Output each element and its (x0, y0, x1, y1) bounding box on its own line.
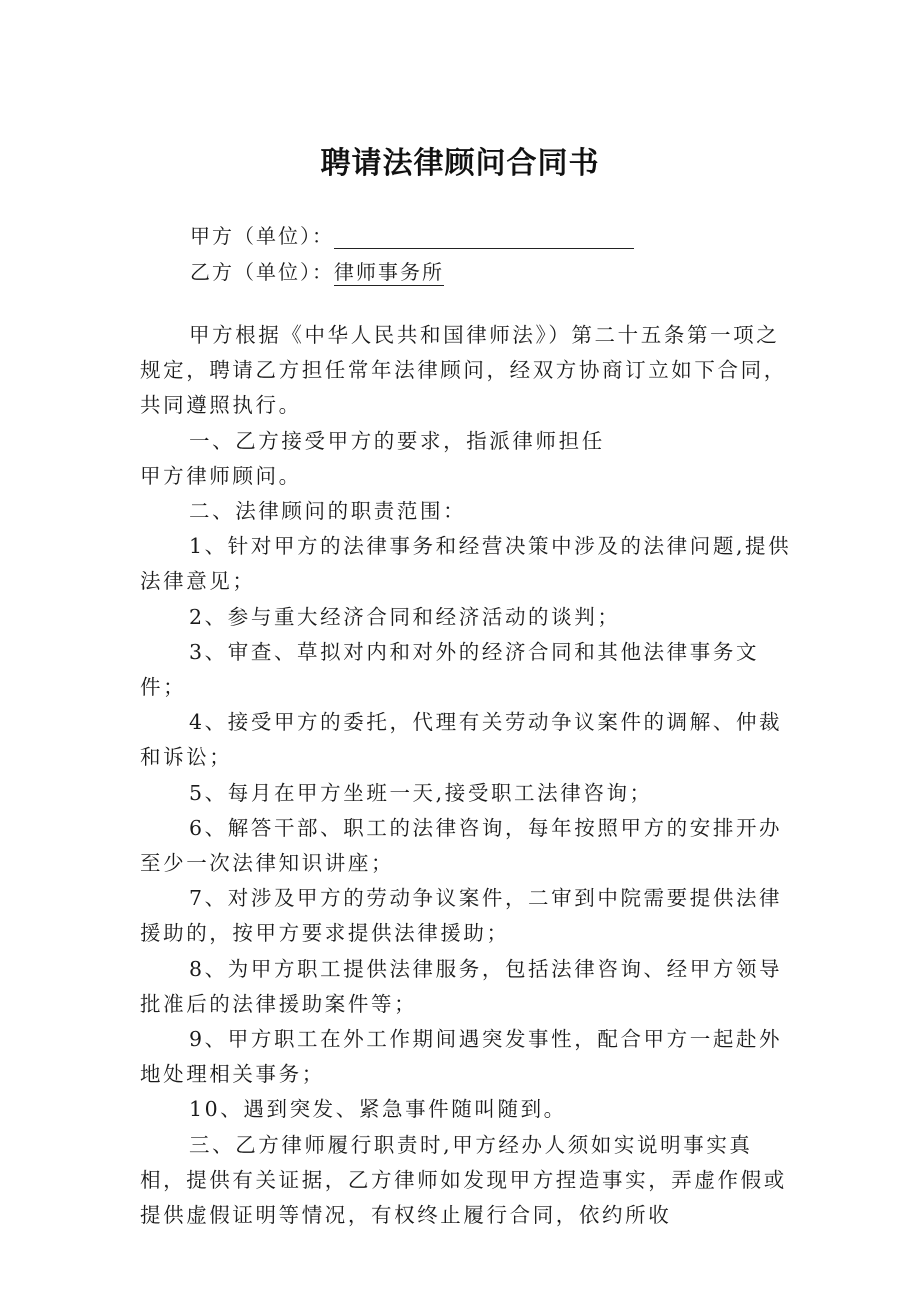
list-item: 7、对涉及甲方的劳动争议案件，二审到中院需要提供法律援助的，按甲方要求提供法律援助； (140, 886, 783, 946)
party-b-firm: 律师事务所 (334, 260, 444, 284)
list-item: 8、为甲方职工提供法律服务，包括法律咨询、经甲方领导批准后的法律援助案件等； (140, 956, 783, 1016)
document-title: 聘请法律顾问合同书 (320, 146, 600, 181)
party-a-label: 甲方（单位）： (190, 224, 334, 248)
party-a-line (190, 220, 634, 249)
party-b-line (190, 256, 444, 285)
list-item: 5、每月在甲方坐班一天,接受职工法律咨询； (189, 780, 653, 805)
party-b-label: 乙方（单位）： (190, 260, 334, 284)
list-item: 3、审查、草拟对内和对外的经济合同和其他法律事务文件； (140, 639, 760, 700)
paragraph-intro: 甲方根据《中华人民共和国律师法》）第二十五条第一项之规定，聘请乙方担任常年法律顾问，经双方协商订立如下合同，共同遵照执行。 (140, 323, 787, 418)
list-item: 1、针对甲方的法律事务和经营决策中涉及的法律问题,提供法律意见； (140, 534, 792, 594)
list-item: 6、解答干部、职工的法律咨询，每年按照甲方的安排开办至少一次法律知识讲座； (140, 815, 783, 876)
list-item: 10、遇到突发、紧急事件随叫随到。 (189, 1097, 567, 1122)
party-a-blank (334, 228, 634, 249)
contract-body (140, 318, 792, 1233)
paragraph-clause-1: 一、乙方接受甲方的要求，指派律师担任 (189, 428, 605, 453)
list-item: 2、参与重大经济合同和经济活动的谈判； (189, 604, 621, 629)
paragraph-clause-2-heading: 二、法律顾问的职责范围： (189, 499, 467, 524)
list-item: 4、接受甲方的委托，代理有关劳动争议案件的调解、仲裁和诉讼； (140, 710, 783, 770)
list-item: 9、甲方职工在外工作期间遇突发事性，配合甲方一起赴外地处理相关事务； (140, 1027, 783, 1087)
paragraph-clause-1-cont: 甲方律师顾问。 (140, 463, 302, 488)
paragraph-clause-3: 三、乙方律师履行职责时,甲方经办人须如实说明事实真相，提供有关证据，乙方律师如发现甲方捏造事实，弄虚作假或提供虚假证明等情况，有权终止履行合同，依约所收 (140, 1132, 787, 1228)
